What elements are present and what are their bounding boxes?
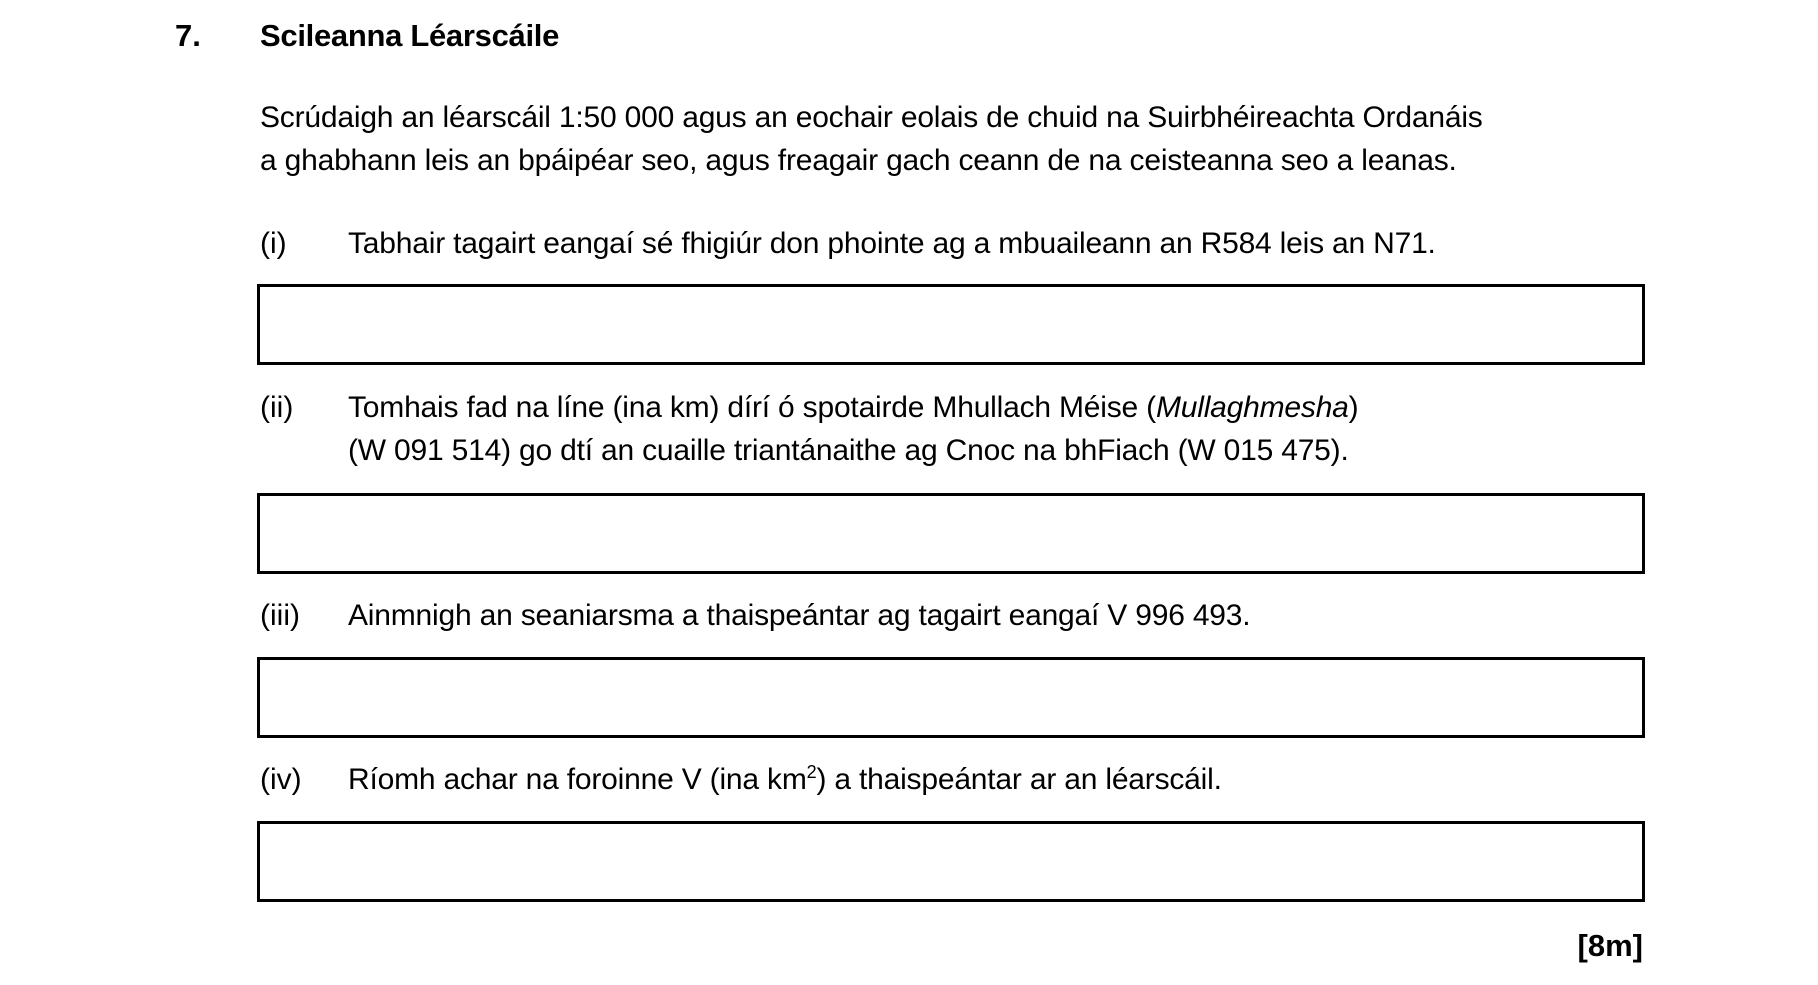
part-i-text: Tabhair tagairt eangaí sé fhigiúr don phointe ag a mbuaileann an R584 leis an N71. <box>348 227 1436 260</box>
part-iii-label: (iii) <box>260 599 300 632</box>
part-ii-text-line-1 <box>348 391 1358 425</box>
part-iv-text-b: ) a thaispeántar ar an léarscáil. <box>816 763 1222 796</box>
part-ii-italic-name: Mullaghmesha <box>1155 391 1349 424</box>
part-iv-label: (iv) <box>260 763 302 796</box>
part-iii-text: Ainmnigh an seaniarsma a thaispeántar ag tagairt eangaí V 996 493. <box>348 599 1251 632</box>
question-title: Scileanna Léarscáile <box>260 18 560 53</box>
part-ii-label: (ii) <box>260 391 294 424</box>
answer-box-iii[interactable] <box>257 657 1645 738</box>
part-iv-text-a: Ríomh achar na foroinne V (ina km <box>348 763 807 796</box>
intro-line-1: Scrúdaigh an léarscáil 1:50 000 agus an eochair eolais de chuid na Suirbhéireachta Ordanáis <box>260 101 1483 134</box>
answer-box-ii[interactable] <box>257 493 1645 574</box>
part-iv-text <box>348 763 1222 797</box>
marks-total: [8m] <box>1577 928 1643 963</box>
part-i-label: (i) <box>260 227 287 260</box>
part-ii-text-line-2: (W 091 514) go dtí an cuaille triantánaithe ag Cnoc na bhFiach (W 015 475). <box>348 434 1349 467</box>
intro-line-2: a ghabhann leis an bpáipéar seo, agus freagair gach ceann de na ceisteanna seo a leanas. <box>260 144 1457 177</box>
answer-box-iv[interactable] <box>257 821 1645 902</box>
part-ii-text-b: ) <box>1348 391 1359 424</box>
answer-box-i[interactable] <box>257 284 1645 365</box>
question-number: 7. <box>175 18 201 53</box>
part-ii-text-a: Tomhais fad na líne (ina km) dírí ó spotairde Mhullach Méise ( <box>348 391 1156 424</box>
part-iv-superscript: 2 <box>806 762 817 782</box>
